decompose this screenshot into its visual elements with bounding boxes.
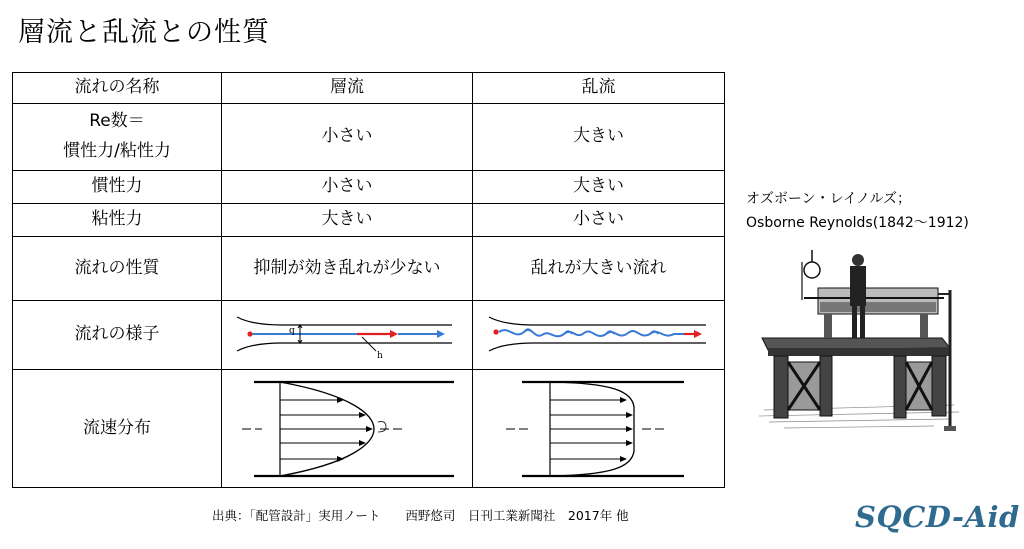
table-row-viscous [13,204,725,237]
caption-line-japanese: オズボーン・レイノルズ； [746,191,912,207]
brand-logo: SQCD-Aid [855,500,1020,534]
dye-injection-point [247,331,252,336]
inertia-label: 慣性力 [13,171,222,204]
laminar-velocity-profile [232,375,462,483]
header-turbulent: 乱流 [473,73,725,104]
viscous-label: 粘性力 [13,204,222,237]
reynolds-turbulent: 大きい [473,104,725,171]
viscous-laminar: 大きい [222,204,473,237]
velocity-turbulent [473,370,725,488]
header-laminar: 層流 [222,73,473,104]
inertia-turbulent: 大きい [473,171,725,204]
table-row-nature [13,237,725,301]
dye-injection-point [493,329,498,334]
laminar-mark-q: q [289,326,295,336]
laminar-mark-h: h [377,351,383,361]
nature-laminar: 抑制が効き乱れが少ない [222,237,473,301]
inertia-laminar: 小さい [222,171,473,204]
source-citation: 出典：「配管設計」実用ノート 西野悠司 日刊工業新聞社 2017年 他 [212,508,629,523]
table-header-row [13,73,725,104]
table-row-reynolds [13,104,725,171]
turbulent-velocity-profile [484,375,714,483]
comparison-table [12,72,725,488]
velocity-label: 流速分布 [13,370,222,488]
laminar-flow-diagram [232,305,462,365]
page-title: 層流と乱流との性質 [18,17,270,48]
reynolds-laminar: 小さい [222,104,473,171]
viscous-turbulent: 小さい [473,204,725,237]
turbulent-flow-diagram [484,305,714,365]
table-row-velocity [13,370,725,488]
reynolds-label [13,104,222,171]
appearance-turbulent [473,301,725,370]
reynolds-label-line1: Re数＝ [89,111,145,132]
appearance-label: 流れの様子 [13,301,222,370]
velocity-laminar [222,370,473,488]
reynolds-apparatus-illustration [744,240,974,440]
nature-turbulent: 乱れが大きい流れ [473,237,725,301]
table-row-inertia [13,171,725,204]
reynolds-label-line2: 慣性力/粘性力 [63,141,171,161]
nature-label: 流れの性質 [13,237,222,301]
table-row-appearance [13,301,725,370]
header-flow-name: 流れの名称 [13,73,222,104]
portrait-caption [746,188,969,236]
appearance-laminar [222,301,473,370]
caption-line-english: Osborne Reynolds(1842〜1912) [746,214,969,231]
